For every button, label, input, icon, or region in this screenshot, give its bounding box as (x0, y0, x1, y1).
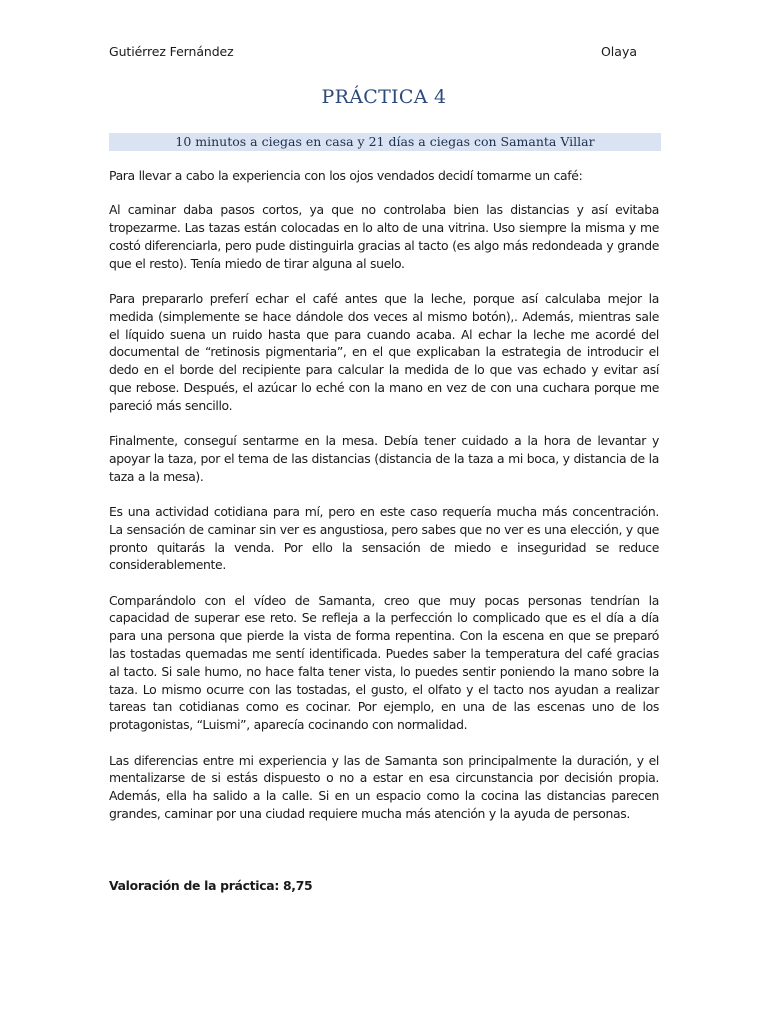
page-subtitle: 10 minutos a ciegas en casa y 21 días a ciegas con Samanta Villar (109, 133, 661, 151)
paragraph-walking: Al caminar daba pasos cortos, ya que no controlaba bien las distancias y así evitaba tropezarme. Las tazas están colocadas en lo alto de una vitrina. Uso siempre la misma y me costó diferenciarla, pero pude distinguirla gracias al tacto (es algo más redondeada y grande que el resto). Tenía miedo de tirar alguna al suelo. (109, 202, 659, 271)
header-author-name: Olaya (600, 44, 637, 59)
page-title: PRÁCTICA 4 (321, 86, 447, 108)
paragraph-sitting: Finalmente, conseguí sentarme en la mesa. Debía tener cuidado a la hora de levantar y apoyar la taza, por el tema de las distancias (distancia de la taza a mi boca, y distancia de la taza a la mesa). (109, 433, 659, 484)
practice-rating: Valoración de la práctica: 8,75 (109, 878, 313, 893)
header-author-surname: Gutiérrez Fernández (109, 44, 234, 59)
document-body (109, 167, 659, 840)
paragraph-differences: Las diferencias entre mi experiencia y las de Samanta son principalmente la duración, y el mentalizarse de si estás dispuesto o no a estar en esa circunstancia por decisión propia. Además, ella ha salido a la calle. Si en un espacio como la cocina las distancias parecen grandes, caminar por una ciudad requiere mucha más atención y la ayuda de personas. (109, 752, 659, 821)
paragraph-reflection: Es una actividad cotidiana para mí, pero en este caso requería mucha más concentración. La sensación de caminar sin ver es angustiosa, pero sabes que no ver es una elección, y que pronto quitarás la venda. Por ello la sensación de miedo e inseguridad se reduce considerablemente. (109, 503, 659, 573)
paragraph-intro: Para llevar a cabo la experiencia con los ojos vendados decidí tomarme un café: (109, 168, 583, 183)
paragraph-comparison: Comparándolo con el vídeo de Samanta, creo que muy pocas personas tendrían la capacidad de superar ese reto. Se refleja a la perfección lo complicado que es el día a día para una persona que pierde la vista de forma repentina. Con la escena en que se preparó las tostadas quemadas me sentí identificada. Puedes saber la temperatura del café gracias al tacto. Si sale humo, no hace falta tener vista, lo puedes sentir poniendo la mano sobre la taza. Lo mismo ocurre con las tostadas, el gusto, el olfato y el tacto nos ayudan a realizar tareas tan cotidianas como es cocinar. Por ejemplo, en una de las escenas uno de los protagonistas, “Luismi”, aparecía cocinando con normalidad. (109, 592, 659, 733)
paragraph-preparation: Para prepararlo preferí echar el café antes que la leche, porque así calculaba mejor la medida (simplemente se hace dándole dos veces al mismo botón),. Además, mientras sale el líquido suena un ruido hasta que para cuando acaba. Al echar la leche me acordé del documental de “retinosis pigmentaria”, en el que explicaban la estrategia de introducir el dedo en el borde del recipiente para calcular la medida de lo que vas echado y evitar así que rebose. Después, el azúcar lo eché con la mano en vez de con una cuchara porque me pareció más sencillo. (109, 290, 659, 413)
